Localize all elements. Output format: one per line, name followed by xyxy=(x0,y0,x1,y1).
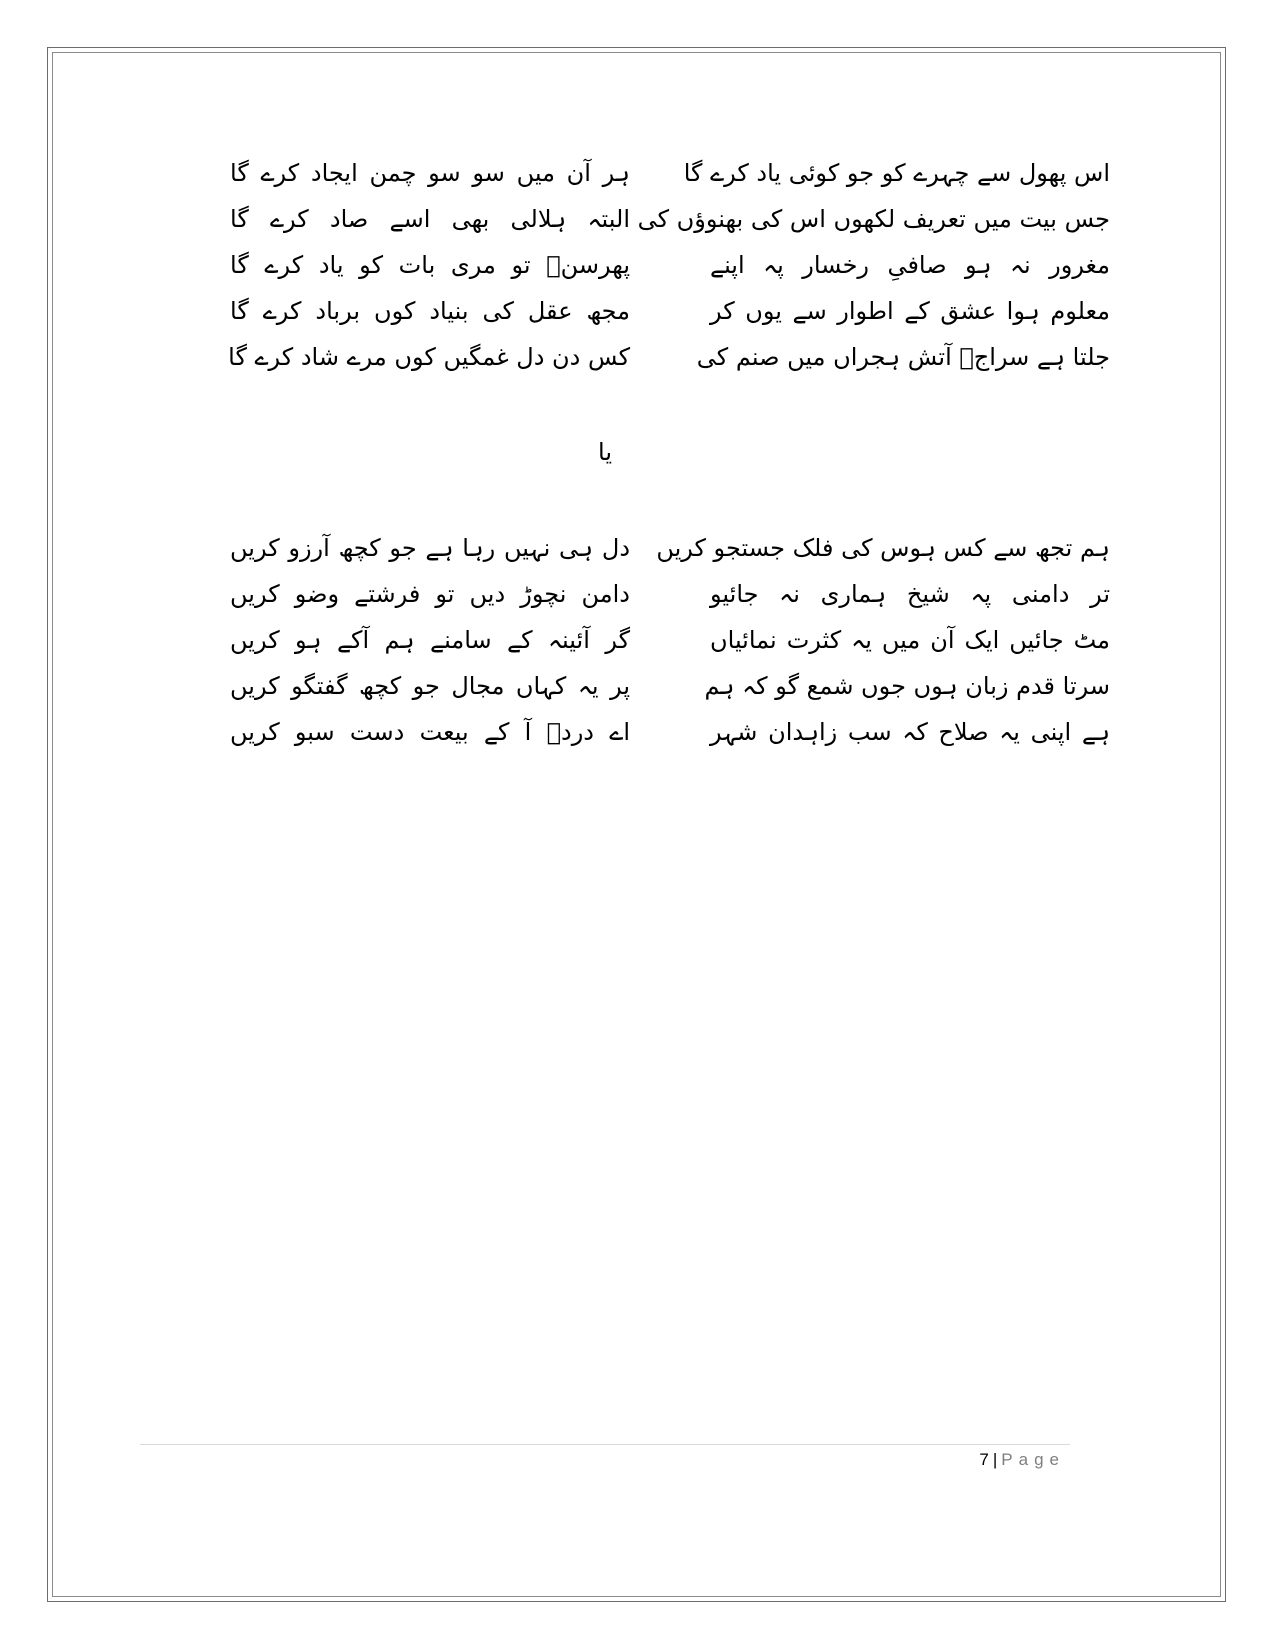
misra-second: گر آئینہ کے سامنے ہم آکے ہو کریں xyxy=(230,626,630,654)
misra-first: تر دامنی پہ شیخ ہماری نہ جائیو xyxy=(710,580,1110,608)
page-footer xyxy=(979,1450,1065,1470)
misra-second: پھرسنؔ تو مری بات کو یاد کرے گا xyxy=(230,251,630,279)
couplet xyxy=(200,334,1110,380)
misra-first: سرتا قدم زبان ہوں جوں شمع گو کہ ہم xyxy=(704,672,1110,700)
couplet xyxy=(200,663,1110,709)
page-label: Page xyxy=(1001,1450,1065,1469)
misra-first: جلتا ہے سراجؔ آتش ہجراں میں صنم کی xyxy=(696,343,1110,371)
couplet xyxy=(200,150,1110,196)
misra-first: ہم تجھ سے کس ہوس کی فلک جستجو کریں xyxy=(656,534,1110,562)
misra-first: مٹ جائیں ایک آن میں یہ کثرت نمائیاں xyxy=(710,626,1110,654)
couplet xyxy=(200,525,1110,571)
misra-first: اس پھول سے چہرے کو جو کوئی یاد کرے گا xyxy=(683,159,1110,187)
misra-first: جس بیت میں تعریف لکھوں اس کی بھنوؤں کی xyxy=(637,205,1110,233)
stanza-separator: یا xyxy=(598,438,612,466)
couplet xyxy=(200,709,1110,755)
misra-second: کس دن دل غمگیں کوں مرے شاد کرے گا xyxy=(228,343,630,371)
misra-second: دل ہی نہیں رہا ہے جو کچھ آرزو کریں xyxy=(230,534,630,562)
misra-second: ہر آن میں سو سو چمن ایجاد کرے گا xyxy=(230,159,630,187)
footer-divider xyxy=(140,1444,1070,1445)
misra-second: اے دردؔ آ کے بیعت دست سبو کریں xyxy=(230,718,630,746)
couplet xyxy=(200,242,1110,288)
ghazal-stanza-1 xyxy=(200,150,1110,380)
misra-second: پر یہ کہاں مجال جو کچھ گفتگو کریں xyxy=(230,672,630,700)
couplet xyxy=(200,571,1110,617)
misra-first: معلوم ہوا عشق کے اطوار سے یوں کر xyxy=(710,297,1110,325)
misra-second: دامن نچوڑ دیں تو فرشتے وضو کریں xyxy=(230,580,630,608)
couplet xyxy=(200,196,1110,242)
page-number: 7 xyxy=(979,1450,989,1469)
misra-first: ہے اپنی یہ صلاح کہ سب زاہدان شہر xyxy=(710,718,1110,746)
misra-second: مجھ عقل کی بنیاد کوں برباد کرے گا xyxy=(230,297,630,325)
couplet xyxy=(200,617,1110,663)
misra-second: البتہ ہلالی بھی اسے صاد کرے گا xyxy=(230,205,630,233)
misra-first: مغرور نہ ہو صافیِ رخسار پہ اپنے xyxy=(710,251,1110,279)
ghazal-stanza-2 xyxy=(200,525,1110,755)
footer-separator: | xyxy=(992,1450,998,1469)
couplet xyxy=(200,288,1110,334)
